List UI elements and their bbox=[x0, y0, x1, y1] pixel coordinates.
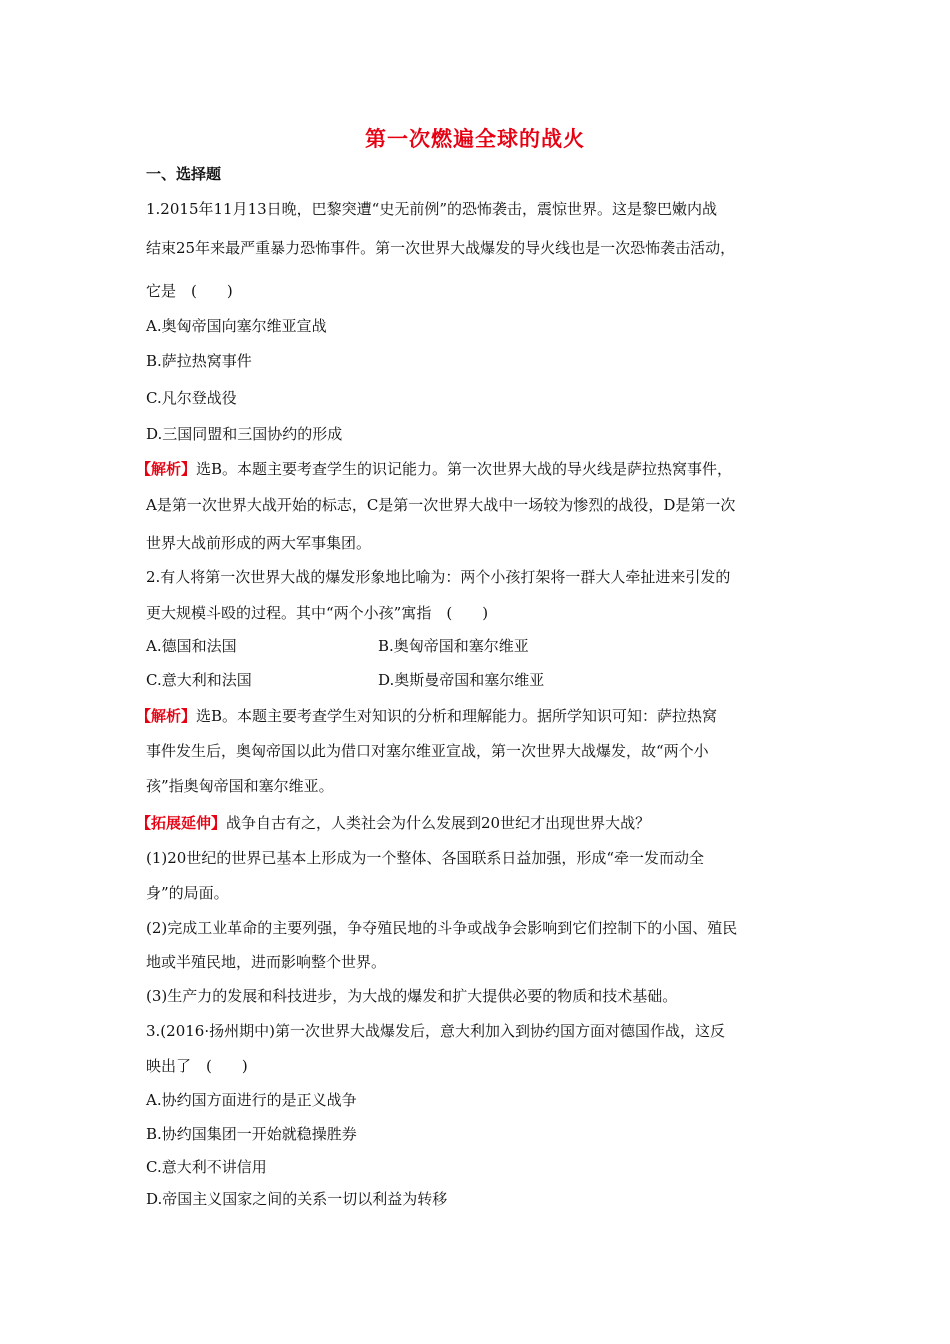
page-title: 第一次燃遍全球的战火 bbox=[365, 127, 585, 151]
q2-line-1: 2.有人将第一次世界大战的爆发形象地比喻为：两个小孩打架将一群大人牵扯进来引发的 bbox=[146, 568, 731, 586]
q3-option-c: C.意大利不讲信用 bbox=[146, 1158, 267, 1176]
q2-extension-3: (3)生产力的发展和科技进步，为大战的爆发和扩大提供必要的物质和技术基础。 bbox=[146, 987, 678, 1005]
q1-option-b: B.萨拉热窝事件 bbox=[146, 352, 252, 370]
q2-extension-1b: 身”的局面。 bbox=[146, 884, 229, 902]
q1-analysis-line-3: 世界大战前形成的两大军事集团。 bbox=[146, 534, 372, 552]
q1-analysis-line-1 bbox=[136, 459, 732, 479]
q2-analysis-text: 选B。本题主要考查学生对知识的分析和理解能力。据所学知识可知：萨拉热窝 bbox=[196, 707, 718, 725]
q1-line-3: 它是 ( ) bbox=[146, 282, 233, 300]
q2-extension-tag: 【拓展延伸】 bbox=[136, 814, 227, 832]
q1-line-1: 1.2015年11月13日晚，巴黎突遭“史无前例”的恐怖袭击，震惊世界。这是黎巴嫩内战 bbox=[146, 200, 717, 218]
q1-analysis-line-2: A是第一次世界大战开始的标志，C是第一次世界大战中一场较为惨烈的战役，D是第一次 bbox=[146, 496, 736, 514]
q2-option-c: C.意大利和法国 bbox=[146, 671, 252, 689]
q2-line-2: 更大规模斗殴的过程。其中“两个小孩”寓指 ( ) bbox=[146, 604, 489, 622]
q3-line-1: 3.(2016·扬州期中)第一次世界大战爆发后，意大利加入到协约国方面对德国作战，这反 bbox=[146, 1022, 725, 1040]
section-heading: 一、选择题 bbox=[146, 165, 222, 183]
q1-option-c: C.凡尔登战役 bbox=[146, 389, 237, 407]
q2-option-b: B.奥匈帝国和塞尔维亚 bbox=[378, 637, 529, 655]
q1-analysis-text: 选B。本题主要考查学生的识记能力。第一次世界大战的导火线是萨拉热窝事件， bbox=[196, 460, 733, 478]
q2-option-d: D.奥斯曼帝国和塞尔维亚 bbox=[378, 671, 545, 689]
q2-option-a: A.德国和法国 bbox=[146, 637, 237, 655]
q2-analysis-tag: 【解析】 bbox=[136, 707, 197, 725]
q2-analysis-line-2: 事件发生后，奥匈帝国以此为借口对塞尔维亚宣战，第一次世界大战爆发，故“两个小 bbox=[146, 742, 709, 760]
q1-option-d: D.三国同盟和三国协约的形成 bbox=[146, 425, 343, 443]
q3-option-a: A.协约国方面进行的是正义战争 bbox=[146, 1091, 357, 1109]
q2-analysis-line-3: 孩”指奥匈帝国和塞尔维亚。 bbox=[146, 777, 334, 795]
q3-option-d: D.帝国主义国家之间的关系一切以利益为转移 bbox=[146, 1190, 448, 1208]
q3-option-b: B.协约国集团一开始就稳操胜券 bbox=[146, 1125, 357, 1143]
q3-line-2: 映出了 ( ) bbox=[146, 1057, 248, 1075]
q2-analysis-line-1 bbox=[136, 706, 717, 726]
q1-analysis-tag: 【解析】 bbox=[136, 460, 197, 478]
q2-extension-1a: (1)20世纪的世界已基本上形成为一个整体、各国联系日益加强，形成“牵一发而动全 bbox=[146, 849, 705, 867]
q2-extension-2b: 地或半殖民地，进而影响整个世界。 bbox=[146, 953, 387, 971]
q2-extension-head: 战争自古有之，人类社会为什么发展到20世纪才出现世界大战？ bbox=[226, 814, 651, 832]
q2-extension-2a: (2)完成工业革命的主要列强，争夺殖民地的斗争或战争会影响到它们控制下的小国、殖民 bbox=[146, 919, 738, 937]
q1-option-a: A.奥匈帝国向塞尔维亚宣战 bbox=[146, 317, 327, 335]
q2-extension-line-1 bbox=[136, 813, 650, 833]
q1-line-2: 结束25年来最严重暴力恐怖事件。第一次世界大战爆发的导火线也是一次恐怖袭击活动， bbox=[146, 239, 736, 257]
